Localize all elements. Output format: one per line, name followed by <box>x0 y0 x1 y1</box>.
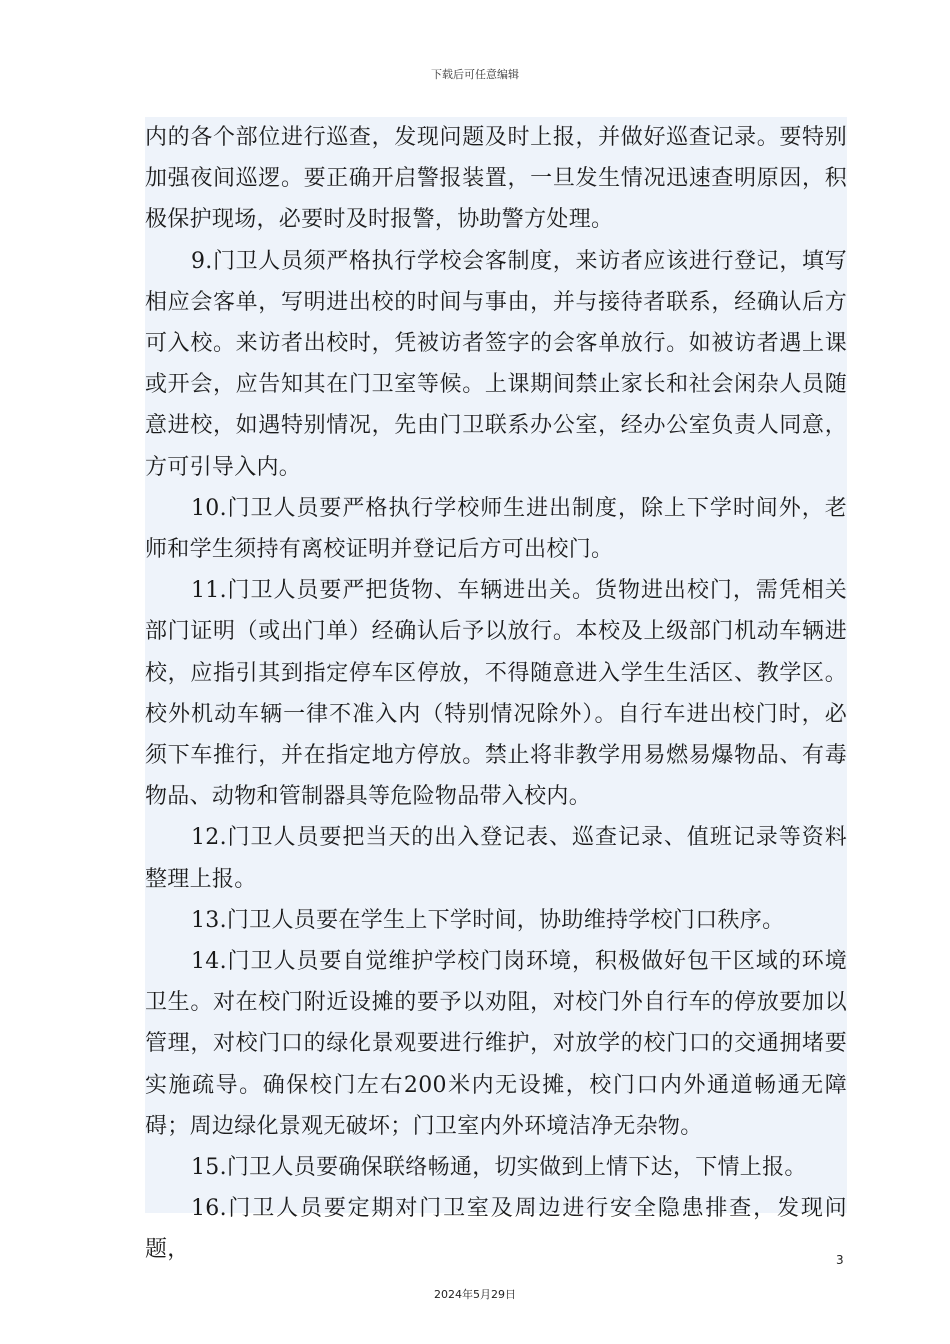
paragraph-5: 12.门卫人员要把当天的出入登记表、巡查记录、值班记录等资料整理上报。 <box>145 825 847 892</box>
paragraph-9: 16.门卫人员要定期对门卫室及周边进行安全隐患排查，发现问题， <box>145 1196 847 1263</box>
document-body <box>145 117 847 1263</box>
footer-date: 2024年5月29日 <box>434 1288 516 1301</box>
paragraph-6: 13.门卫人员要在学生上下学时间，协助维持学校门口秩序。 <box>191 907 785 933</box>
header-note: 下载后可任意编辑 <box>431 68 519 81</box>
page-number: 3 <box>836 1253 844 1267</box>
paragraph-1: 内的各个部位进行巡查，发现问题及时上报，并做好巡查记录。要特别加强夜间巡逻。要正确开启警报装置，一旦发生情况迅速查明原因，积极保护现场，必要时及时报警，协助警方处理。 <box>145 125 847 233</box>
paragraph-2: 9.门卫人员须严格执行学校会客制度，来访者应该进行登记，填写相应会客单，写明进出校的时间与事由，并与接待者联系，经确认后方可入校。来访者出校时，凭被访者签字的会客单放行。如被访者遇上课或开会，应告知其在门卫室等候。上课期间禁止家长和社会闲杂人员随意进校，如遇特别情况，先由门卫联系办公室，经办公室负责人同意，方可引导入内。 <box>145 248 847 480</box>
paragraph-4: 11.门卫人员要严把货物、车辆进出关。货物进出校门，需凭相关部门证明（或出门单）经确认后予以放行。本校及上级部门机动车辆进校，应指引其到指定停车区停放，不得随意进入学生生活区、教学区。校外机动车辆一律不准入内（特别情况除外）。自行车进出校门时，必须下车推行，并在指定地方停放。禁止将非教学用易燃易爆物品、有毒物品、动物和管制器具等危险物品带入校内。 <box>145 578 847 810</box>
paragraph-8: 15.门卫人员要确保联络畅通，切实做到上情下达，下情上报。 <box>191 1155 807 1181</box>
paragraph-3: 10.门卫人员要严格执行学校师生进出制度，除上下学时间外，老师和学生须持有离校证明并登记后方可出校门。 <box>145 495 847 563</box>
paragraph-7: 14.门卫人员要自觉维护学校门岗环境，积极做好包干区域的环境卫生。对在校门附近设摊的要予以劝阻，对校门外自行车的停放要加以管理，对校门口的绿化景观要进行维护，对放学的校门口的交通拥堵要实施疏导。确保校门左右200米内无设摊，校门口内外通道畅通无障碍；周边绿化景观无破坏；门卫室内外环境洁净无杂物。 <box>145 949 847 1139</box>
